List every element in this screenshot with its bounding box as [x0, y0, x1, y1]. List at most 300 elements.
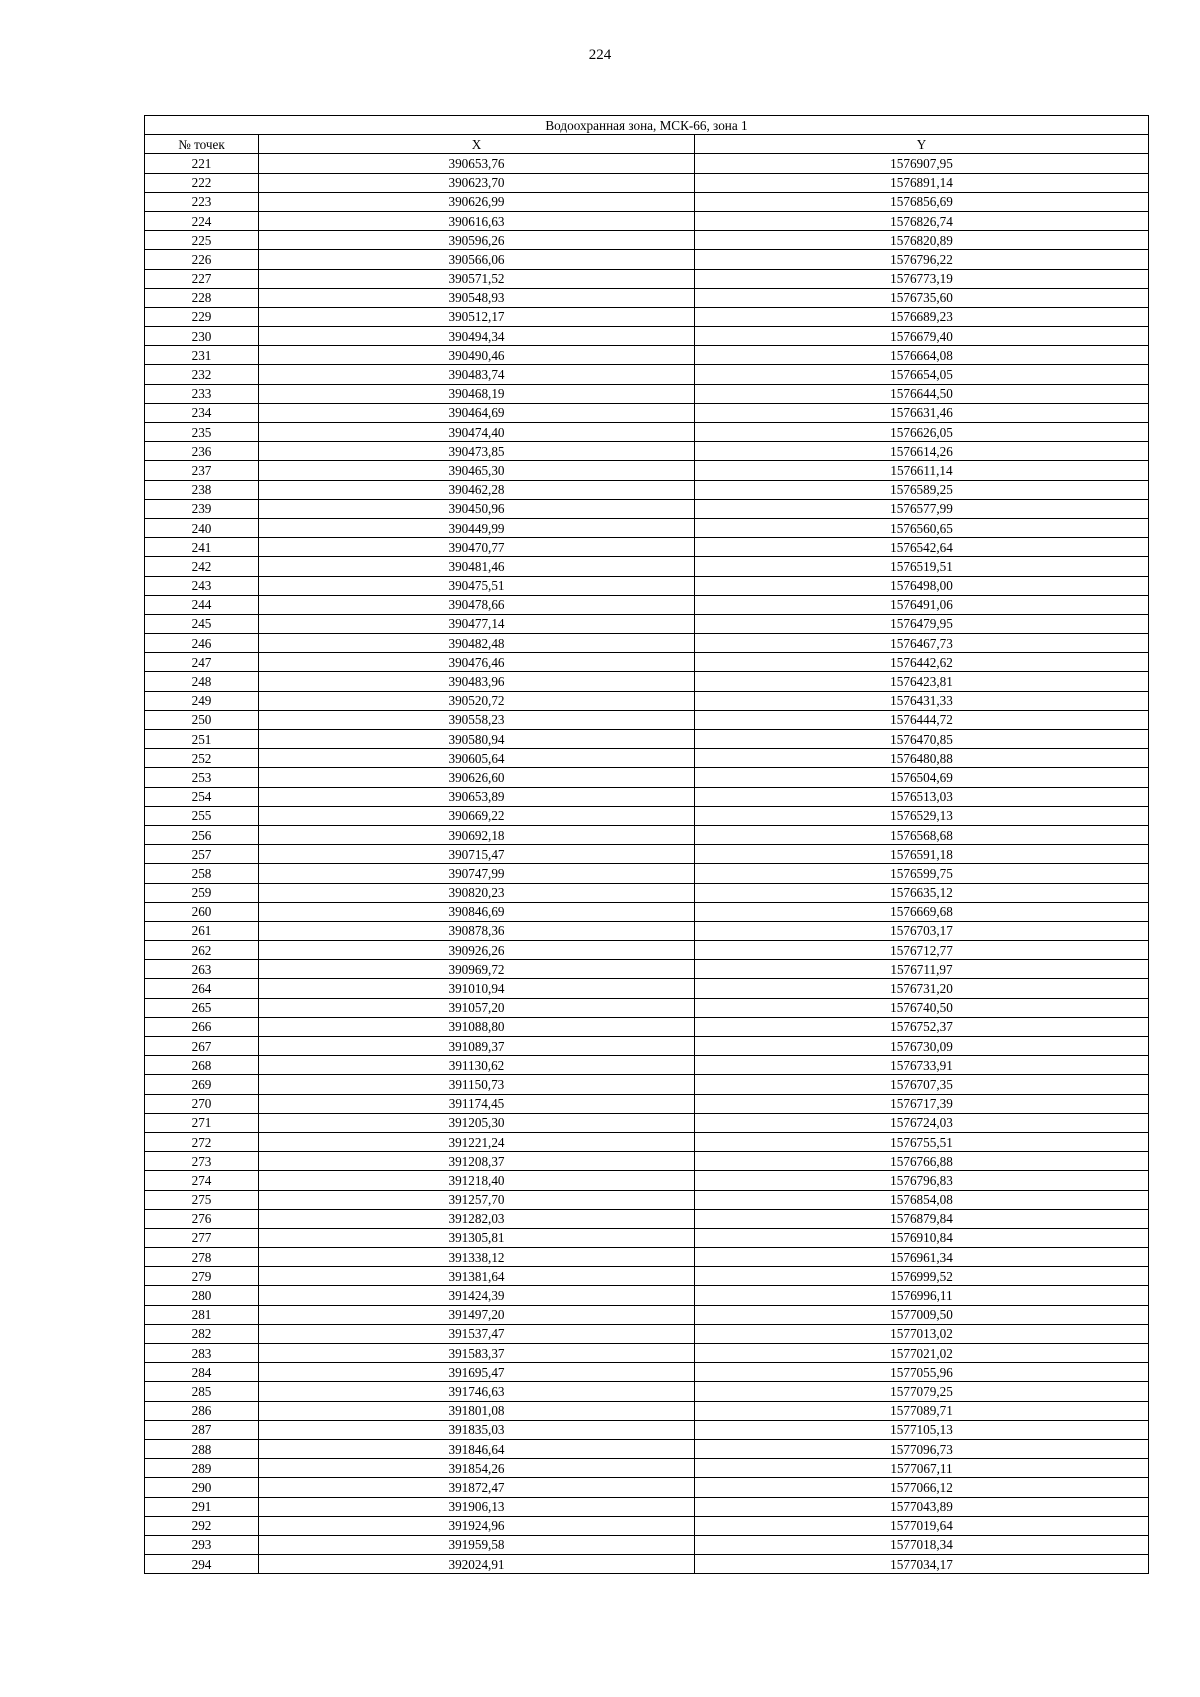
point-number-cell: 244 [145, 595, 259, 614]
y-coordinate-cell: 1576796,22 [695, 250, 1149, 269]
y-coordinate-cell: 1577013,02 [695, 1324, 1149, 1343]
x-coordinate-cell: 390482,48 [259, 634, 695, 653]
table-row [145, 883, 1149, 902]
point-number-cell: 278 [145, 1248, 259, 1267]
x-coordinate-cell: 391537,47 [259, 1324, 695, 1343]
point-number-cell: 239 [145, 499, 259, 518]
x-coordinate-cell: 391906,13 [259, 1497, 695, 1516]
x-coordinate-cell: 391746,63 [259, 1382, 695, 1401]
table-row [145, 1497, 1149, 1516]
point-number-cell: 266 [145, 1017, 259, 1036]
y-coordinate-cell: 1576996,11 [695, 1286, 1149, 1305]
point-number-cell: 228 [145, 288, 259, 307]
y-coordinate-cell: 1576730,09 [695, 1037, 1149, 1056]
x-coordinate-cell: 390520,72 [259, 691, 695, 710]
y-coordinate-cell: 1576498,00 [695, 576, 1149, 595]
y-coordinate-cell: 1577043,89 [695, 1497, 1149, 1516]
y-coordinate-cell: 1577079,25 [695, 1382, 1149, 1401]
table-row [145, 768, 1149, 787]
y-coordinate-cell: 1577089,71 [695, 1401, 1149, 1420]
point-number-cell: 254 [145, 787, 259, 806]
point-number-cell: 262 [145, 941, 259, 960]
x-coordinate-cell: 390494,34 [259, 327, 695, 346]
x-coordinate-cell: 390462,28 [259, 480, 695, 499]
x-coordinate-cell: 390470,77 [259, 538, 695, 557]
y-coordinate-cell: 1577019,64 [695, 1516, 1149, 1535]
table-row [145, 327, 1149, 346]
table-row [145, 1037, 1149, 1056]
table-row [145, 1056, 1149, 1075]
table-row [145, 1132, 1149, 1151]
x-coordinate-cell: 390653,89 [259, 787, 695, 806]
table-row [145, 403, 1149, 422]
table-row [145, 1459, 1149, 1478]
x-coordinate-cell: 391208,37 [259, 1152, 695, 1171]
y-coordinate-cell: 1576635,12 [695, 883, 1149, 902]
table-row [145, 538, 1149, 557]
point-number-cell: 265 [145, 998, 259, 1017]
point-number-cell: 247 [145, 653, 259, 672]
table-row [145, 979, 1149, 998]
y-coordinate-cell: 1577066,12 [695, 1478, 1149, 1497]
y-coordinate-cell: 1576735,60 [695, 288, 1149, 307]
x-coordinate-cell: 392024,91 [259, 1555, 695, 1574]
table-row [145, 1267, 1149, 1286]
y-coordinate-cell: 1577021,02 [695, 1344, 1149, 1363]
table-row [145, 518, 1149, 537]
table-row [145, 173, 1149, 192]
table-body [145, 154, 1149, 1574]
table-row [145, 672, 1149, 691]
point-number-cell: 257 [145, 845, 259, 864]
point-number-cell: 261 [145, 921, 259, 940]
point-number-cell: 250 [145, 710, 259, 729]
point-number-cell: 268 [145, 1056, 259, 1075]
table-row [145, 653, 1149, 672]
y-coordinate-cell: 1576470,85 [695, 730, 1149, 749]
point-number-cell: 233 [145, 384, 259, 403]
header-point-number: № точек [145, 135, 259, 154]
y-coordinate-cell: 1576740,50 [695, 998, 1149, 1017]
y-coordinate-cell: 1576707,35 [695, 1075, 1149, 1094]
y-coordinate-cell: 1576703,17 [695, 921, 1149, 940]
table-row [145, 211, 1149, 230]
point-number-cell: 282 [145, 1324, 259, 1343]
y-coordinate-cell: 1576504,69 [695, 768, 1149, 787]
table-title: Водоохранная зона, МСК-66, зона 1 [145, 116, 1149, 135]
table-row [145, 576, 1149, 595]
y-coordinate-cell: 1576711,97 [695, 960, 1149, 979]
point-number-cell: 273 [145, 1152, 259, 1171]
x-coordinate-cell: 390692,18 [259, 825, 695, 844]
point-number-cell: 277 [145, 1228, 259, 1247]
y-coordinate-cell: 1576820,89 [695, 231, 1149, 250]
x-coordinate-cell: 390483,96 [259, 672, 695, 691]
table-row [145, 269, 1149, 288]
point-number-cell: 221 [145, 154, 259, 173]
x-coordinate-cell: 390473,85 [259, 442, 695, 461]
y-coordinate-cell: 1576431,33 [695, 691, 1149, 710]
y-coordinate-cell: 1576631,46 [695, 403, 1149, 422]
point-number-cell: 275 [145, 1190, 259, 1209]
x-coordinate-cell: 390566,06 [259, 250, 695, 269]
y-coordinate-cell: 1576467,73 [695, 634, 1149, 653]
table-row [145, 902, 1149, 921]
y-coordinate-cell: 1576755,51 [695, 1132, 1149, 1151]
point-number-cell: 286 [145, 1401, 259, 1420]
table-row [145, 710, 1149, 729]
point-number-cell: 289 [145, 1459, 259, 1478]
x-coordinate-cell: 391174,45 [259, 1094, 695, 1113]
x-coordinate-cell: 390596,26 [259, 231, 695, 250]
point-number-cell: 238 [145, 480, 259, 499]
y-coordinate-cell: 1576614,26 [695, 442, 1149, 461]
table-row [145, 806, 1149, 825]
table-row [145, 1344, 1149, 1363]
point-number-cell: 222 [145, 173, 259, 192]
x-coordinate-cell: 391205,30 [259, 1113, 695, 1132]
x-coordinate-cell: 390747,99 [259, 864, 695, 883]
x-coordinate-cell: 390478,66 [259, 595, 695, 614]
table-row [145, 154, 1149, 173]
table-row [145, 941, 1149, 960]
table-row [145, 634, 1149, 653]
table-row [145, 1171, 1149, 1190]
x-coordinate-cell: 391338,12 [259, 1248, 695, 1267]
table-row [145, 1382, 1149, 1401]
table-row [145, 1190, 1149, 1209]
y-coordinate-cell: 1576731,20 [695, 979, 1149, 998]
table-row [145, 960, 1149, 979]
y-coordinate-cell: 1577105,13 [695, 1420, 1149, 1439]
table-row [145, 864, 1149, 883]
x-coordinate-cell: 391695,47 [259, 1363, 695, 1382]
y-coordinate-cell: 1576856,69 [695, 192, 1149, 211]
x-coordinate-cell: 391221,24 [259, 1132, 695, 1151]
y-coordinate-cell: 1576796,83 [695, 1171, 1149, 1190]
x-coordinate-cell: 390969,72 [259, 960, 695, 979]
x-coordinate-cell: 390490,46 [259, 346, 695, 365]
y-coordinate-cell: 1576999,52 [695, 1267, 1149, 1286]
point-number-cell: 264 [145, 979, 259, 998]
table-row [145, 845, 1149, 864]
point-number-cell: 292 [145, 1516, 259, 1535]
point-number-cell: 224 [145, 211, 259, 230]
point-number-cell: 283 [145, 1344, 259, 1363]
point-number-cell: 223 [145, 192, 259, 211]
x-coordinate-cell: 390475,51 [259, 576, 695, 595]
point-number-cell: 231 [145, 346, 259, 365]
point-number-cell: 256 [145, 825, 259, 844]
y-coordinate-cell: 1576910,84 [695, 1228, 1149, 1247]
point-number-cell: 241 [145, 538, 259, 557]
y-coordinate-cell: 1576961,34 [695, 1248, 1149, 1267]
point-number-cell: 276 [145, 1209, 259, 1228]
table-row [145, 749, 1149, 768]
table-row [145, 499, 1149, 518]
x-coordinate-cell: 390653,76 [259, 154, 695, 173]
point-number-cell: 280 [145, 1286, 259, 1305]
point-number-cell: 249 [145, 691, 259, 710]
table-row [145, 825, 1149, 844]
table-row [145, 1094, 1149, 1113]
table-row [145, 384, 1149, 403]
x-coordinate-cell: 391305,81 [259, 1228, 695, 1247]
y-coordinate-cell: 1577018,34 [695, 1535, 1149, 1554]
x-coordinate-cell: 390512,17 [259, 307, 695, 326]
x-coordinate-cell: 391583,37 [259, 1344, 695, 1363]
y-coordinate-cell: 1576444,72 [695, 710, 1149, 729]
y-coordinate-cell: 1576589,25 [695, 480, 1149, 499]
y-coordinate-cell: 1576773,19 [695, 269, 1149, 288]
table-row [145, 288, 1149, 307]
point-number-cell: 246 [145, 634, 259, 653]
point-number-cell: 235 [145, 423, 259, 442]
x-coordinate-cell: 391089,37 [259, 1037, 695, 1056]
y-coordinate-cell: 1577009,50 [695, 1305, 1149, 1324]
point-number-cell: 270 [145, 1094, 259, 1113]
y-coordinate-cell: 1576442,62 [695, 653, 1149, 672]
y-coordinate-cell: 1576766,88 [695, 1152, 1149, 1171]
x-coordinate-cell: 391010,94 [259, 979, 695, 998]
point-number-cell: 234 [145, 403, 259, 422]
x-coordinate-cell: 390465,30 [259, 461, 695, 480]
point-number-cell: 237 [145, 461, 259, 480]
x-coordinate-cell: 390483,74 [259, 365, 695, 384]
table-row [145, 1555, 1149, 1574]
point-number-cell: 243 [145, 576, 259, 595]
point-number-cell: 285 [145, 1382, 259, 1401]
x-coordinate-cell: 391854,26 [259, 1459, 695, 1478]
point-number-cell: 272 [145, 1132, 259, 1151]
x-coordinate-cell: 390846,69 [259, 902, 695, 921]
table-header-row [145, 135, 1149, 154]
y-coordinate-cell: 1576577,99 [695, 499, 1149, 518]
point-number-cell: 251 [145, 730, 259, 749]
y-coordinate-cell: 1576717,39 [695, 1094, 1149, 1113]
x-coordinate-cell: 390477,14 [259, 614, 695, 633]
table-row [145, 1516, 1149, 1535]
point-number-cell: 232 [145, 365, 259, 384]
x-coordinate-cell: 390580,94 [259, 730, 695, 749]
table-row [145, 1209, 1149, 1228]
page-number: 224 [588, 47, 612, 63]
table-row [145, 365, 1149, 384]
point-number-cell: 245 [145, 614, 259, 633]
x-coordinate-cell: 391257,70 [259, 1190, 695, 1209]
y-coordinate-cell: 1576491,06 [695, 595, 1149, 614]
point-number-cell: 269 [145, 1075, 259, 1094]
point-number-cell: 227 [145, 269, 259, 288]
table-row [145, 595, 1149, 614]
y-coordinate-cell: 1576826,74 [695, 211, 1149, 230]
y-coordinate-cell: 1576654,05 [695, 365, 1149, 384]
y-coordinate-cell: 1576519,51 [695, 557, 1149, 576]
table-row [145, 1017, 1149, 1036]
y-coordinate-cell: 1576480,88 [695, 749, 1149, 768]
point-number-cell: 281 [145, 1305, 259, 1324]
point-number-cell: 291 [145, 1497, 259, 1516]
header-x: X [259, 135, 695, 154]
y-coordinate-cell: 1576560,65 [695, 518, 1149, 537]
y-coordinate-cell: 1576724,03 [695, 1113, 1149, 1132]
table-title-row [145, 116, 1149, 135]
x-coordinate-cell: 391088,80 [259, 1017, 695, 1036]
table-row [145, 787, 1149, 806]
x-coordinate-cell: 390605,64 [259, 749, 695, 768]
x-coordinate-cell: 390468,19 [259, 384, 695, 403]
x-coordinate-cell: 390626,60 [259, 768, 695, 787]
y-coordinate-cell: 1576644,50 [695, 384, 1149, 403]
x-coordinate-cell: 390878,36 [259, 921, 695, 940]
table-row [145, 1478, 1149, 1497]
y-coordinate-cell: 1576423,81 [695, 672, 1149, 691]
table-row [145, 1286, 1149, 1305]
x-coordinate-cell: 390623,70 [259, 173, 695, 192]
table-row [145, 442, 1149, 461]
y-coordinate-cell: 1576664,08 [695, 346, 1149, 365]
point-number-cell: 252 [145, 749, 259, 768]
x-coordinate-cell: 390571,52 [259, 269, 695, 288]
x-coordinate-cell: 390558,23 [259, 710, 695, 729]
y-coordinate-cell: 1576679,40 [695, 327, 1149, 346]
y-coordinate-cell: 1576568,68 [695, 825, 1149, 844]
x-coordinate-cell: 390476,46 [259, 653, 695, 672]
table-row [145, 192, 1149, 211]
x-coordinate-cell: 390926,26 [259, 941, 695, 960]
y-coordinate-cell: 1576626,05 [695, 423, 1149, 442]
point-number-cell: 255 [145, 806, 259, 825]
table-row [145, 1401, 1149, 1420]
x-coordinate-cell: 391801,08 [259, 1401, 695, 1420]
table-row [145, 1420, 1149, 1439]
y-coordinate-cell: 1577096,73 [695, 1439, 1149, 1458]
table-row [145, 250, 1149, 269]
point-number-cell: 287 [145, 1420, 259, 1439]
y-coordinate-cell: 1576752,37 [695, 1017, 1149, 1036]
y-coordinate-cell: 1576513,03 [695, 787, 1149, 806]
y-coordinate-cell: 1576879,84 [695, 1209, 1149, 1228]
y-coordinate-cell: 1576599,75 [695, 864, 1149, 883]
x-coordinate-cell: 391872,47 [259, 1478, 695, 1497]
x-coordinate-cell: 391835,03 [259, 1420, 695, 1439]
point-number-cell: 267 [145, 1037, 259, 1056]
table-row [145, 1439, 1149, 1458]
y-coordinate-cell: 1576479,95 [695, 614, 1149, 633]
table-row [145, 1363, 1149, 1382]
table-row [145, 1305, 1149, 1324]
x-coordinate-cell: 390626,99 [259, 192, 695, 211]
table-row [145, 1113, 1149, 1132]
y-coordinate-cell: 1576689,23 [695, 307, 1149, 326]
y-coordinate-cell: 1576591,18 [695, 845, 1149, 864]
point-number-cell: 236 [145, 442, 259, 461]
point-number-cell: 230 [145, 327, 259, 346]
point-number-cell: 248 [145, 672, 259, 691]
y-coordinate-cell: 1576529,13 [695, 806, 1149, 825]
x-coordinate-cell: 391057,20 [259, 998, 695, 1017]
table-row [145, 921, 1149, 940]
x-coordinate-cell: 391282,03 [259, 1209, 695, 1228]
x-coordinate-cell: 390474,40 [259, 423, 695, 442]
point-number-cell: 229 [145, 307, 259, 326]
y-coordinate-cell: 1576611,14 [695, 461, 1149, 480]
y-coordinate-cell: 1577067,11 [695, 1459, 1149, 1478]
x-coordinate-cell: 391959,58 [259, 1535, 695, 1554]
x-coordinate-cell: 391218,40 [259, 1171, 695, 1190]
x-coordinate-cell: 390820,23 [259, 883, 695, 902]
table-row [145, 231, 1149, 250]
point-number-cell: 240 [145, 518, 259, 537]
table-row [145, 614, 1149, 633]
point-number-cell: 271 [145, 1113, 259, 1132]
point-number-cell: 259 [145, 883, 259, 902]
x-coordinate-cell: 390450,96 [259, 499, 695, 518]
y-coordinate-cell: 1576733,91 [695, 1056, 1149, 1075]
x-coordinate-cell: 390616,63 [259, 211, 695, 230]
point-number-cell: 225 [145, 231, 259, 250]
table-row [145, 1075, 1149, 1094]
y-coordinate-cell: 1576907,95 [695, 154, 1149, 173]
coordinates-table [144, 115, 1149, 1574]
y-coordinate-cell: 1577055,96 [695, 1363, 1149, 1382]
x-coordinate-cell: 391381,64 [259, 1267, 695, 1286]
point-number-cell: 290 [145, 1478, 259, 1497]
y-coordinate-cell: 1576712,77 [695, 941, 1149, 960]
y-coordinate-cell: 1576891,14 [695, 173, 1149, 192]
table-row [145, 1152, 1149, 1171]
point-number-cell: 293 [145, 1535, 259, 1554]
point-number-cell: 274 [145, 1171, 259, 1190]
x-coordinate-cell: 390669,22 [259, 806, 695, 825]
y-coordinate-cell: 1576854,08 [695, 1190, 1149, 1209]
table-row [145, 1248, 1149, 1267]
y-coordinate-cell: 1576542,64 [695, 538, 1149, 557]
x-coordinate-cell: 390449,99 [259, 518, 695, 537]
table-row [145, 691, 1149, 710]
x-coordinate-cell: 391846,64 [259, 1439, 695, 1458]
table-row [145, 480, 1149, 499]
table-row [145, 1324, 1149, 1343]
table-row [145, 1228, 1149, 1247]
table-row [145, 423, 1149, 442]
x-coordinate-cell: 391924,96 [259, 1516, 695, 1535]
x-coordinate-cell: 391497,20 [259, 1305, 695, 1324]
table-row [145, 557, 1149, 576]
x-coordinate-cell: 390464,69 [259, 403, 695, 422]
x-coordinate-cell: 391424,39 [259, 1286, 695, 1305]
table-row [145, 307, 1149, 326]
point-number-cell: 284 [145, 1363, 259, 1382]
table-row [145, 730, 1149, 749]
table-row [145, 346, 1149, 365]
x-coordinate-cell: 390548,93 [259, 288, 695, 307]
point-number-cell: 260 [145, 902, 259, 921]
table-row [145, 461, 1149, 480]
table-row [145, 998, 1149, 1017]
point-number-cell: 226 [145, 250, 259, 269]
point-number-cell: 242 [145, 557, 259, 576]
x-coordinate-cell: 390715,47 [259, 845, 695, 864]
point-number-cell: 279 [145, 1267, 259, 1286]
table-row [145, 1535, 1149, 1554]
point-number-cell: 258 [145, 864, 259, 883]
y-coordinate-cell: 1576669,68 [695, 902, 1149, 921]
x-coordinate-cell: 391130,62 [259, 1056, 695, 1075]
point-number-cell: 263 [145, 960, 259, 979]
point-number-cell: 253 [145, 768, 259, 787]
y-coordinate-cell: 1577034,17 [695, 1555, 1149, 1574]
